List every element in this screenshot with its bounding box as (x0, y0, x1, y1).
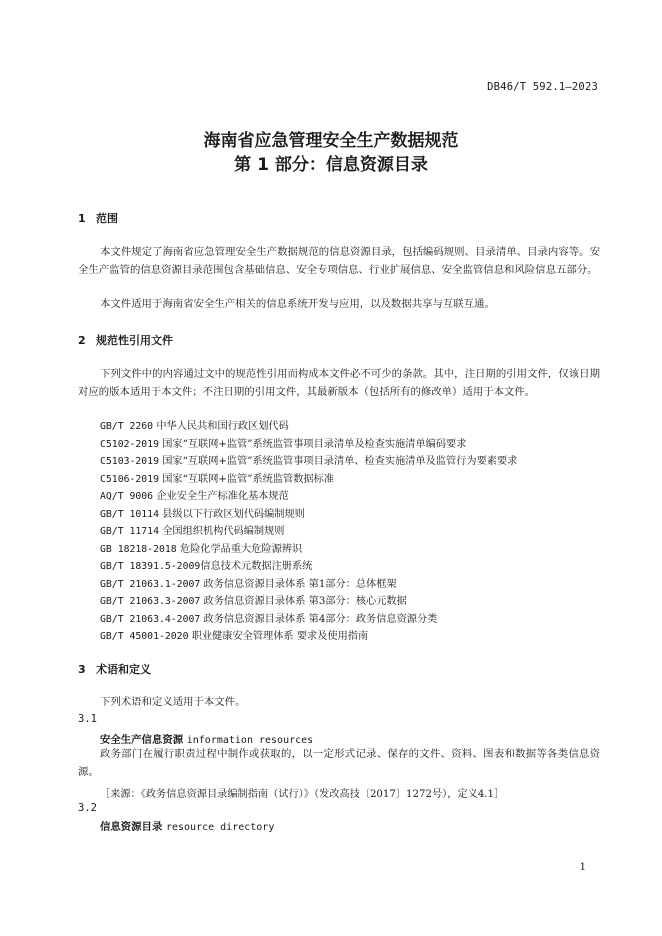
section-title: 规范性引用文件 (96, 334, 173, 347)
references-intro-paragraph: 下列文件中的内容通过文中的规范性引用而构成本文件必不可少的条款。其中，注日期的引用文件，仅该日期对应的版本适用于本文件；不注日期的引用文件，其最新版本（包括所有的修改单）适用于本文件。 (78, 368, 600, 398)
reference-code: GB/T 21063.4-2007 (100, 613, 201, 625)
clause-number-3-1: 3.1 (78, 713, 97, 725)
reference-item (100, 506, 305, 523)
term-chinese: 信息资源目录 (100, 821, 163, 833)
reference-code: C5106-2019 (100, 473, 159, 485)
clause-number-3-2: 3.2 (78, 802, 97, 814)
reference-title: 全国组织机构代码编制规则 (162, 526, 285, 537)
reference-title: 政务信息资源目录体系 第1部分：总体框架 (203, 578, 397, 590)
reference-title: 企业安全生产标准化基本规范 (156, 491, 289, 502)
section-heading-terms-definitions (78, 661, 151, 677)
reference-code: GB/T 21063.1-2007 (100, 578, 201, 590)
reference-code: AQ/T 9006 (100, 491, 154, 502)
term-english: information resources (186, 735, 314, 746)
section-heading-normative-references (78, 332, 173, 348)
reference-item (100, 523, 284, 540)
reference-item (100, 436, 466, 453)
reference-code: C5102-2019 (100, 438, 159, 450)
reference-title: 危险化学品重大危险源辨识 (179, 543, 303, 555)
reference-code: GB/T 10114 (100, 508, 159, 520)
reference-code: C5103-2019 (100, 456, 159, 467)
section-number: 3 (78, 663, 86, 676)
reference-item (100, 488, 289, 505)
document-title: 海南省应急管理安全生产数据规范 (203, 131, 459, 151)
reference-code: GB/T 21063.3-2007 (100, 596, 201, 607)
section-number: 2 (78, 334, 86, 347)
term-source-note: ［来源：《政务信息资源目录编制指南（试行）》（发改高技〔2017〕1272号），定义4.1］ (100, 789, 505, 800)
section-title: 范围 (96, 212, 118, 225)
reference-title: 政务信息资源目录体系 第3部分：核心元数据 (203, 596, 407, 607)
reference-item (100, 453, 517, 470)
reference-item (100, 471, 334, 488)
reference-item (100, 541, 302, 558)
reference-title: 国家“互联网+监管”系统监管数据标准 (162, 473, 334, 485)
document-number: DB46/T 592.1—2023 (487, 81, 598, 93)
reference-title: 信息技术元数据注册系统 (200, 561, 313, 572)
term-english: resource directory (165, 822, 275, 833)
terms-intro-paragraph: 下列术语和定义适用于本文件。 (100, 696, 246, 708)
page-number: 1 (579, 862, 586, 873)
reference-item (100, 418, 289, 435)
reference-code: GB 18218-2018 (100, 543, 177, 555)
reference-item (100, 558, 312, 575)
term-information-resources (100, 731, 313, 746)
reference-code: GB/T 11714 (100, 526, 159, 537)
scope-paragraph-1: 本文件规定了海南省应急管理安全生产数据规范的信息资源目录，包括编码规则、目录清单、目录内容等。安全生产监管的信息资源目录范围包含基础信息、安全专项信息、行业扩展信息、安全监管信息和风险信息五部分。 (78, 246, 600, 276)
document-subtitle: 第 1 部分：信息资源目录 (234, 155, 428, 175)
section-number: 1 (78, 212, 86, 225)
reference-title: 国家“互联网+监管”系统监管事项目录清单、检查实施清单及监管行为要素要求 (162, 456, 518, 467)
reference-title: 政务信息资源目录体系 第4部分：政务信息资源分类 (203, 613, 438, 625)
reference-title: 中华人民共和国行政区划代码 (156, 421, 289, 432)
scope-paragraph-2: 本文件适用于海南省安全生产相关的信息系统开发与应用，以及数据共享与互联互通。 (100, 298, 495, 310)
reference-item (100, 611, 437, 628)
reference-item (100, 628, 368, 645)
term-chinese: 安全生产信息资源 (100, 734, 184, 746)
reference-item (100, 576, 397, 593)
section-title: 术语和定义 (96, 663, 151, 676)
section-heading-scope (78, 210, 118, 226)
reference-title: 国家“互联网+监管”系统监管事项目录清单及检查实施清单编码要求 (162, 438, 467, 450)
reference-code: GB/T 2260 (100, 421, 154, 432)
reference-title: 县级以下行政区划代码编制规则 (162, 508, 305, 520)
reference-title: 职业健康安全管理体系 要求及使用指南 (191, 631, 369, 642)
reference-item (100, 593, 407, 610)
reference-code: GB/T 45001-2020 (100, 631, 189, 642)
term-resource-directory (100, 818, 274, 833)
term-definition-3-1: 政务部门在履行职责过程中制作或获取的，以一定形式记录、保存的文件、资料、图表和数据等各类信息资源。 (78, 748, 600, 778)
reference-code: GB/T 18391.5-2009 (100, 561, 201, 572)
